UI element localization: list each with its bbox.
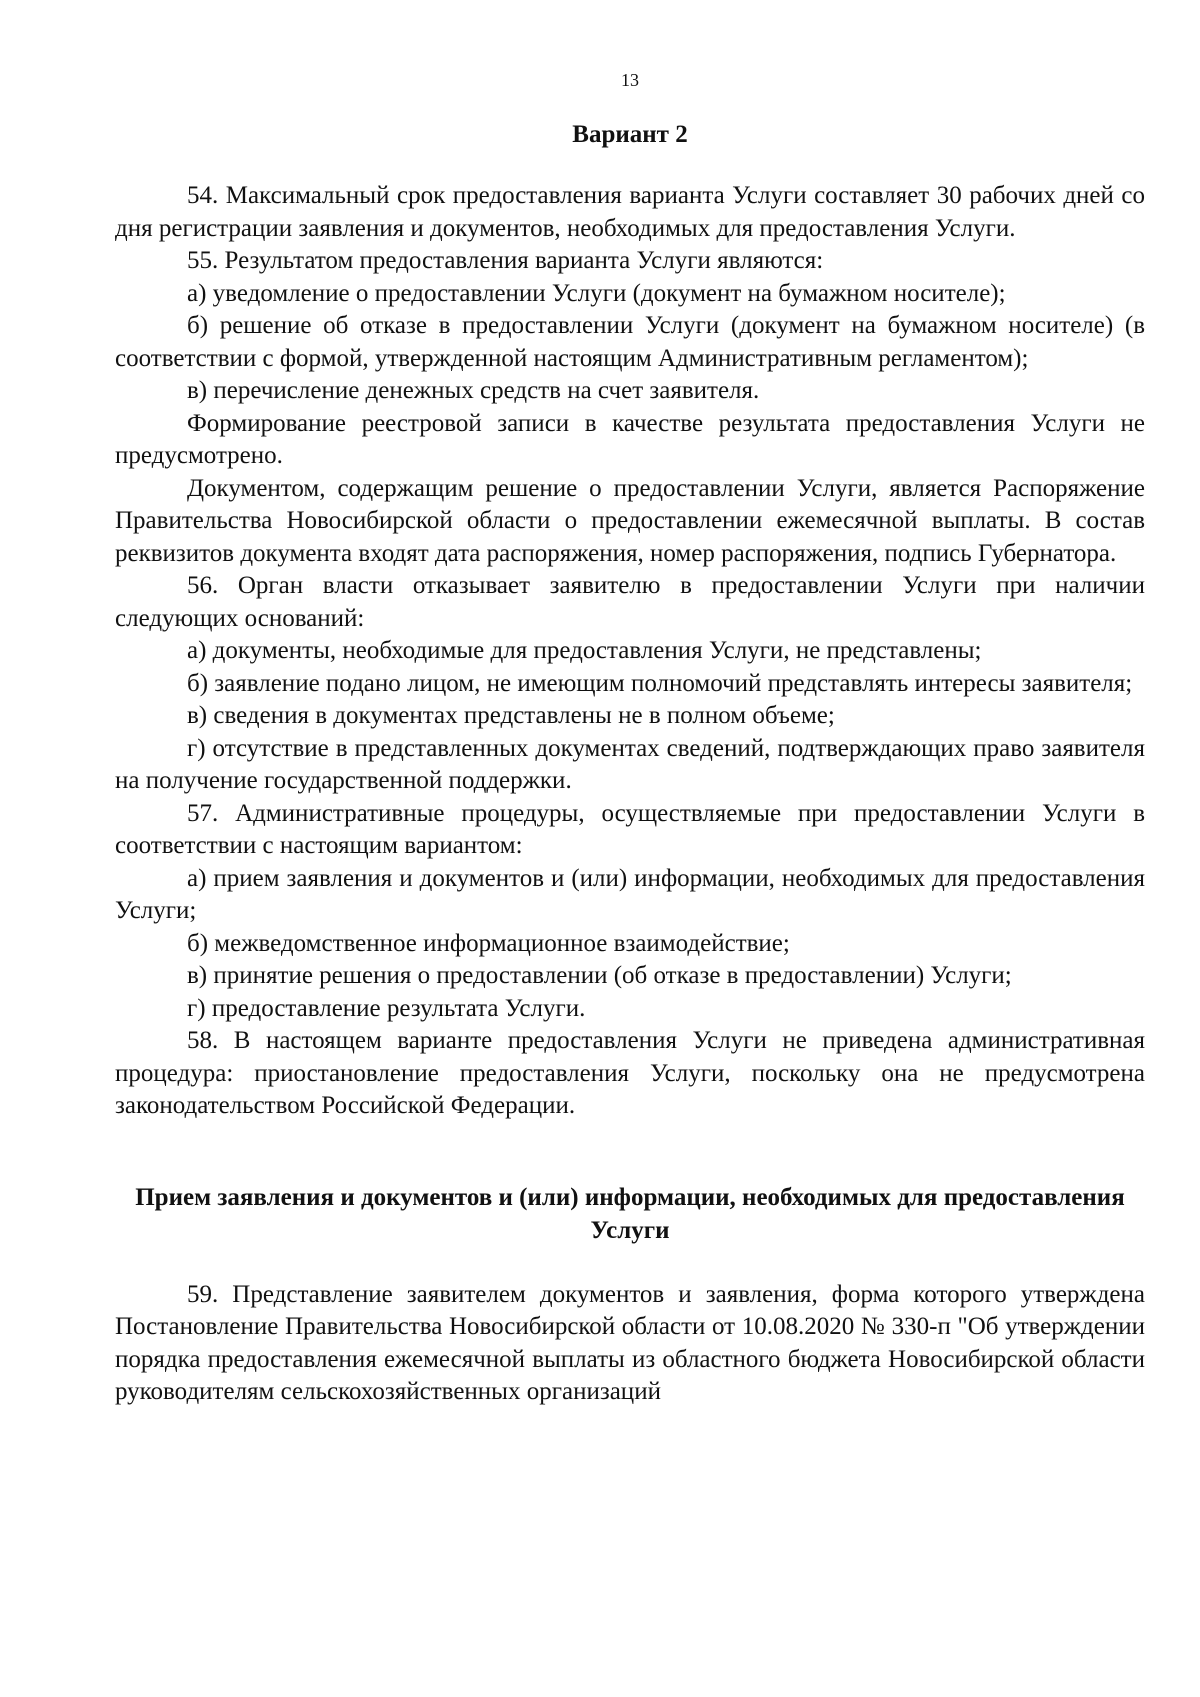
document-page xyxy=(115,68,1145,1409)
paragraph-56-v: в) сведения в документах представлены не в полном объеме; xyxy=(187,702,835,729)
variant-heading: Вариант 2 xyxy=(572,121,688,148)
paragraph-55-b: б) решение об отказе в предоставлении Услуги (документ на бумажном носителе) (в соответствии с формой, утвержденной настоящим Административным регламентом); xyxy=(115,312,1145,372)
paragraph-57: 57. Административные процедуры, осуществляемые при предоставлении Услуги в соответствии с настоящим вариантом: xyxy=(115,799,1145,859)
paragraph-56-a: а) документы, необходимые для предоставления Услуги, не представлены; xyxy=(187,637,982,664)
paragraph-59: 59. Представление заявителем документов и заявления, форма которого утверждена Постановление Правительства Новосибирской области от 10.08.2020 № 330-п "Об утверждении порядка предоставления ежемесячной выплаты из областного бюджета Новосибирской области руководителям сельскохозяйственных организаций xyxy=(115,1280,1145,1405)
page-number: 13 xyxy=(621,70,639,90)
paragraph-55-v: в) перечисление денежных средств на счет заявителя. xyxy=(187,377,760,404)
paragraph-54: 54. Максимальный срок предоставления варианта Услуги составляет 30 рабочих дней со дня регистрации заявления и документов, необходимых для предоставления Услуги. xyxy=(115,182,1145,242)
paragraph-57-a: а) прием заявления и документов и (или) информации, необходимых для предоставления Услуги; xyxy=(115,864,1145,924)
paragraph-decision-document: Документом, содержащим решение о предоставлении Услуги, является Распоряжение Правительства Новосибирской области о предоставлении ежемесячной выплаты. В состав реквизитов документа входят дата распоряжения, номер распоряжения, подпись Губернатора. xyxy=(115,474,1145,567)
paragraph-55: 55. Результатом предоставления варианта Услуги являются: xyxy=(187,247,824,274)
paragraph-57-v: в) принятие решения о предоставлении (об отказе в предоставлении) Услуги; xyxy=(187,962,1012,989)
paragraph-56: 56. Орган власти отказывает заявителю в предоставлении Услуги при наличии следующих оснований: xyxy=(115,572,1145,632)
paragraph-57-g: г) предоставление результата Услуги. xyxy=(187,994,586,1022)
paragraph-56-g: г) отсутствие в представленных документах сведений, подтверждающих право заявителя на получение государственной поддержки. xyxy=(115,734,1145,794)
paragraph-58: 58. В настоящем варианте предоставления Услуги не приведена административная процедура: приостановление предоставления Услуги, поскольку она не предусмотрена законодательством Российской Федерации. xyxy=(115,1027,1145,1119)
paragraph-56-b: б) заявление подано лицом, не имеющим полномочий представлять интересы заявителя; xyxy=(187,669,1133,697)
section-heading: Прием заявления и документов и (или) информации, необходимых для предоставления Услуги xyxy=(135,1183,1125,1244)
paragraph-55-a: а) уведомление о предоставлении Услуги (документ на бумажном носителе); xyxy=(187,279,1006,307)
paragraph-registry: Формирование реестровой записи в качестве результата предоставления Услуги не предусмотрено. xyxy=(115,409,1145,469)
paragraph-57-b: б) межведомственное информационное взаимодействие; xyxy=(187,929,790,957)
